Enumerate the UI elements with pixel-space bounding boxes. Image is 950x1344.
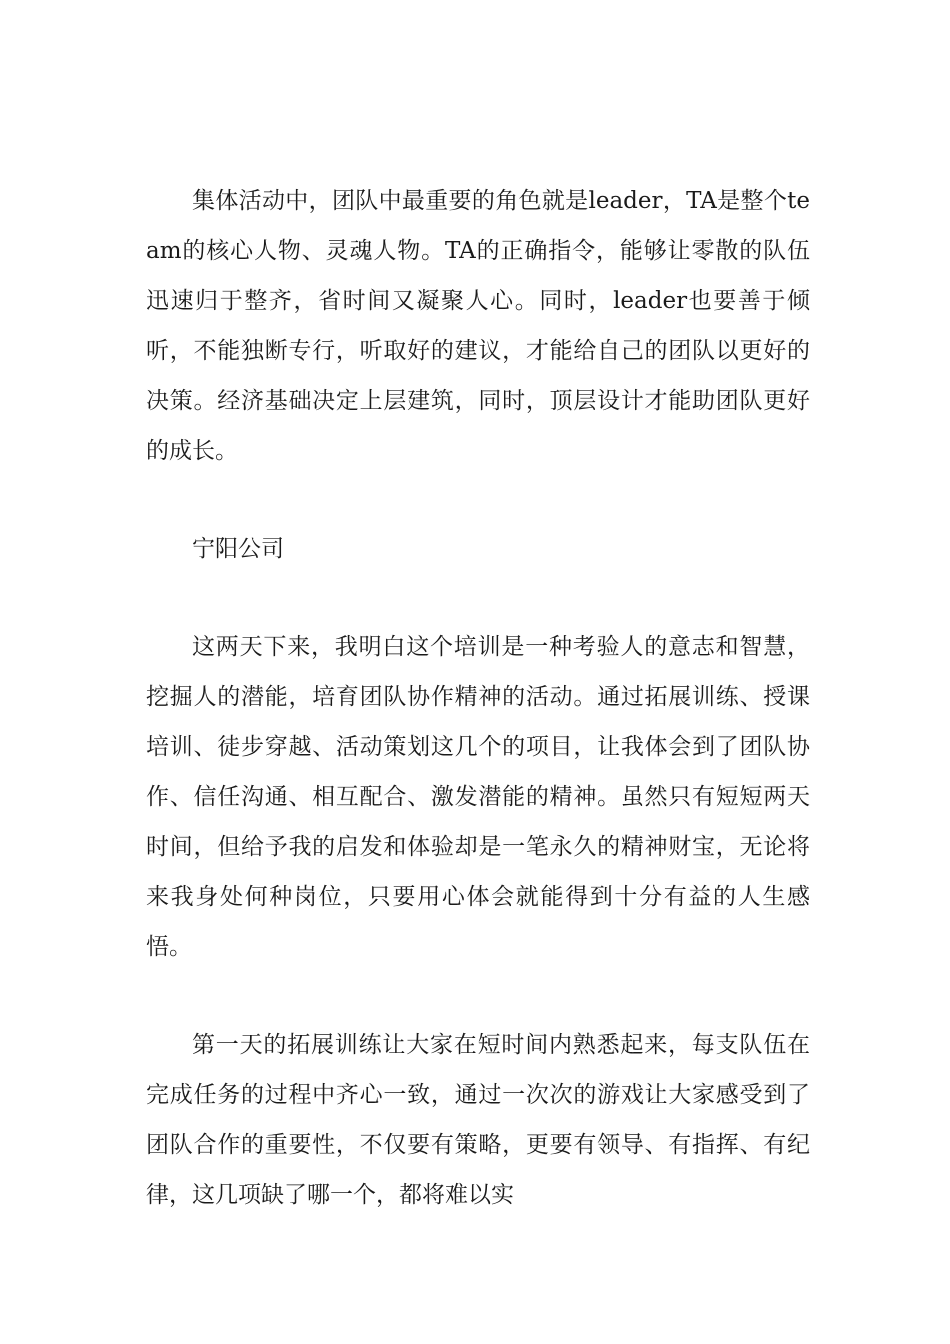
paragraph-company-name: 宁阳公司 xyxy=(192,536,284,562)
paragraph-training-reflection: 这两天下来，我明白这个培训是一种考验人的意志和智慧，挖掘人的潜能，培育团队协作精神的活动。通过拓展训练、授课培训、徒步穿越、活动策划这几个的项目，让我体会到了团队协作、信任沟通、相互配合、激发潜能的精神。虽然只有短短两天时间，但给予我的启发和体验却是一笔永久的精神财宝，无论将来我身处何种岗位，只要用心体会就能得到十分有益的人生感悟。 xyxy=(146,634,810,960)
paragraph-leadership: 集体活动中，团队中最重要的角色就是leader，TA是整个team的核心人物、灵魂人物。TA的正确指令，能够让零散的队伍迅速归于整齐，省时间又凝聚人心。同时，leader也要善于倾听，不能独断专行，听取好的建议，才能给自己的团队以更好的决策。经济基础决定上层建筑，同时，顶层设计才能助团队更好的成长。 xyxy=(146,188,810,464)
paragraph-first-day: 第一天的拓展训练让大家在短时间内熟悉起来，每支队伍在完成任务的过程中齐心一致，通过一次次的游戏让大家感受到了团队合作的重要性，不仅要有策略，更要有领导、有指挥、有纪律，这几项缺了哪一个，都将难以实 xyxy=(146,1032,810,1208)
document-body xyxy=(146,176,810,1220)
